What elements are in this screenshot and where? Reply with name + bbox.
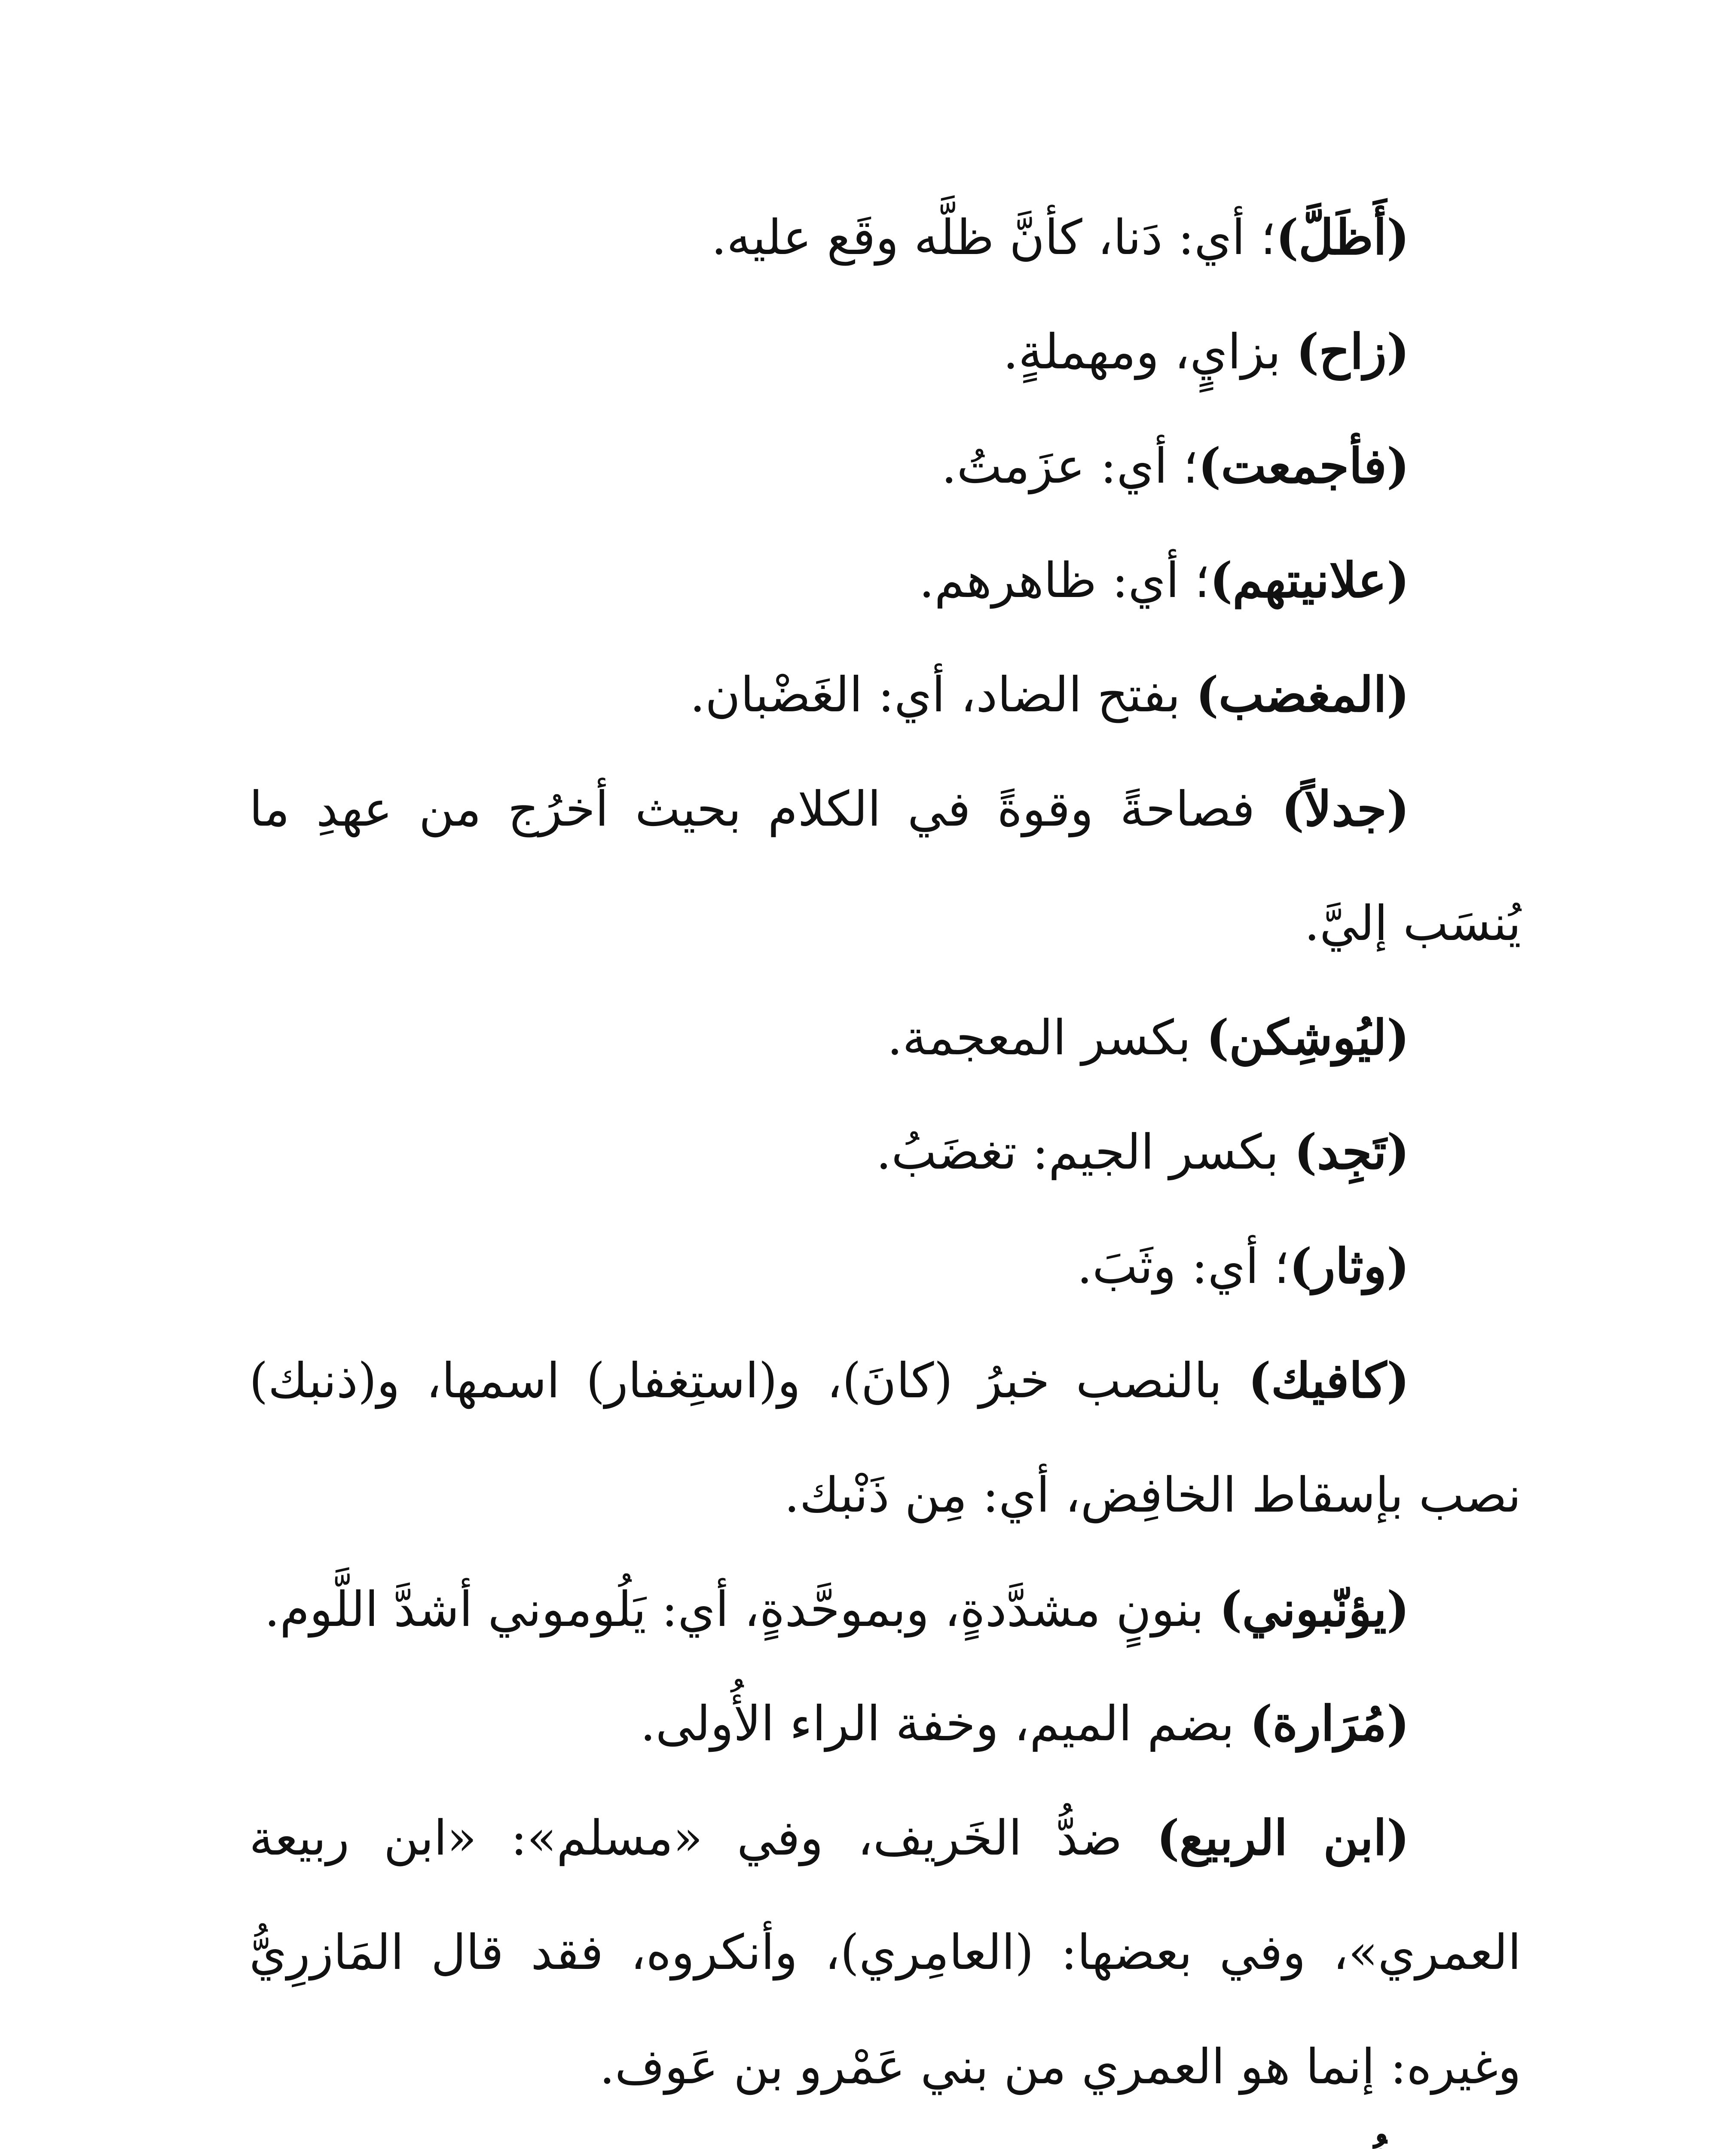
entry-7 [249, 981, 1521, 1095]
entry-gloss: ؛ أي: دَنا، كأنَّ ظلَّه وقَع عليه. [711, 210, 1276, 266]
entry-term: (علانيتهم) [1210, 552, 1409, 609]
entry-term: (تَجِد) [1294, 1124, 1409, 1180]
entry-term: (ابن الربيع) [1156, 1810, 1410, 1866]
entry-5 [249, 638, 1521, 752]
entry-gloss: بكسر الجيم: تغضَبُ. [876, 1124, 1294, 1180]
entry-gloss: بضم الميم، وخفة الراء الأُولى. [640, 1696, 1250, 1752]
entry-3 [249, 409, 1521, 523]
entry-term: (ليُوشِكن) [1206, 1010, 1409, 1066]
entry-14 [249, 2124, 1521, 2149]
entry-1 [249, 181, 1521, 295]
entry-2 [249, 295, 1521, 409]
entry-term: (مُرَارة) [1250, 1696, 1409, 1752]
entry-term: (وثار) [1289, 1238, 1409, 1295]
entry-8 [249, 1095, 1521, 1209]
entry-10 [249, 1324, 1521, 1552]
entry-13 [249, 1781, 1521, 2124]
entry-gloss: بفتح الضاد، أي: الغَضْبان. [690, 667, 1196, 723]
entry-gloss: فصاحةً وقوةً في الكلام بحيث أخرُج من عهدِ ما يُنسَب إليَّ. [249, 781, 1521, 952]
entry-11 [249, 1552, 1521, 1667]
entry-gloss: ؛ أي: ظاهرهم. [919, 553, 1210, 609]
entry-gloss: بزايٍ، ومهملةٍ. [1003, 324, 1296, 380]
text-body [249, 181, 1521, 2149]
entry-gloss: بنونٍ مشدَّدةٍ، وبموحَّدةٍ، أي: يَلُوموني أشدَّ اللَّوم. [264, 1582, 1219, 1638]
entry-gloss: بالنصب خبرُ (كانَ)، و(استِغفار) اسمها، و(ذنبك) نصب بإسقاط الخافِض، أي: مِن ذَنْبك. [249, 1353, 1521, 1523]
entry-term: (فأجمعت) [1198, 438, 1409, 494]
entry-12 [249, 1667, 1521, 1781]
entry-term: (أَظَلَّ) [1275, 209, 1409, 266]
entry-term: (يؤنّبوني) [1219, 1581, 1409, 1638]
entry-term: (المغضب) [1195, 667, 1409, 723]
entry-6 [249, 752, 1521, 981]
entry-gloss: ؛ أي: عزَمتُ. [941, 438, 1198, 494]
entry-9 [249, 1209, 1521, 1324]
entry-term: (كافيك) [1248, 1353, 1409, 1409]
entry-4 [249, 523, 1521, 638]
entry-gloss: بكسر المعجمة. [887, 1010, 1207, 1066]
entry-term: (جدلاً) [1281, 781, 1409, 837]
entry-gloss: ضدُّ الخَريف، وفي «مسلم»: «ابن ربيعة العمري»، وفي بعضها: (العامِري)، وأنكروه، فقد قال المَازرِيُّ وغيره: إنما هو العمري من بني عَمْرو بن عَوف. [249, 1810, 1521, 2095]
entry-gloss: ؛ أي: وثَبَ. [1077, 1239, 1290, 1295]
entry-term: (زاح) [1296, 324, 1409, 380]
